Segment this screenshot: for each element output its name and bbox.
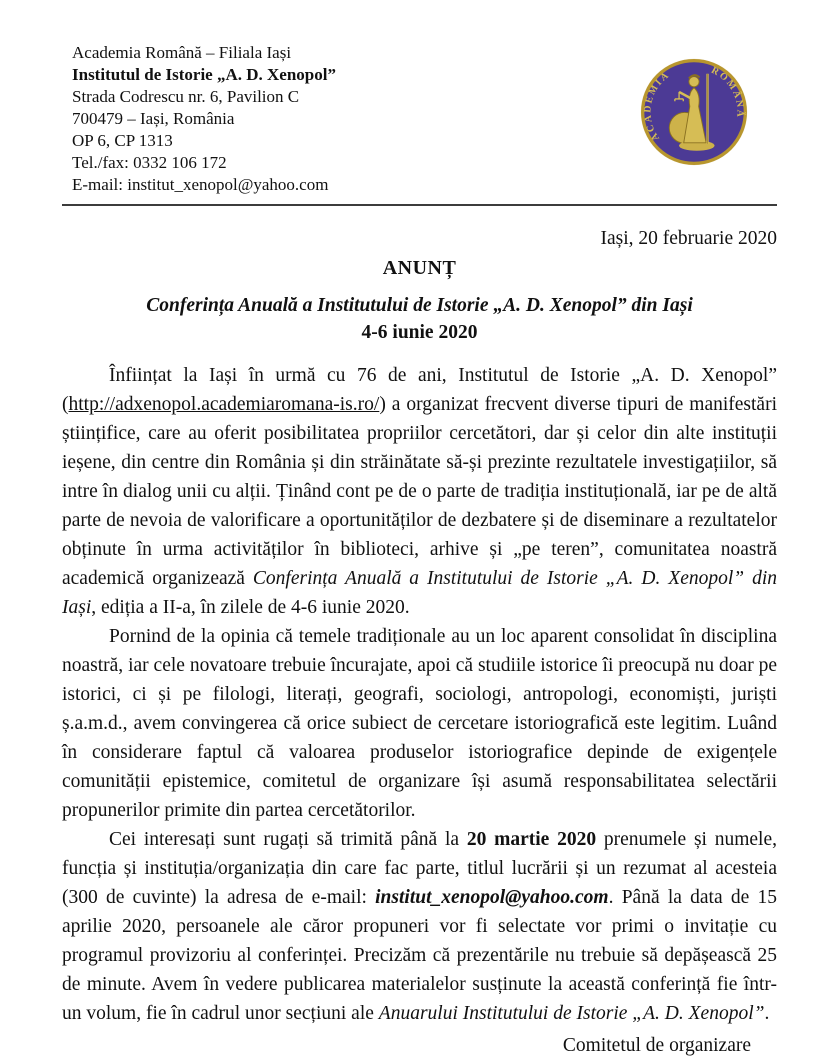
letterhead xyxy=(62,42,777,206)
letterhead-line-street: Strada Codrescu nr. 6, Pavilion C xyxy=(72,87,300,106)
conference-title: Conferința Anuală a Institutului de Istorie „A. D. Xenopol” din Iași xyxy=(146,295,693,316)
yearbook-name-italic: Anuarului Institutului de Istorie „A. D. Xenopol” xyxy=(378,1003,765,1024)
letterhead-line-institute: Institutul de Istorie „A. D. Xenopol” xyxy=(72,65,336,84)
text-segment: , ediția a II-a, în zilele de 4-6 iunie 2020. xyxy=(91,597,410,618)
text-segment: Înființat la Iași în urmă cu 76 de ani, Institutul de Istorie „A. D. Xenopol” ( xyxy=(62,365,777,415)
dateline: Iași, 20 februarie 2020 xyxy=(600,228,777,249)
announcement-heading: ANUNȚ xyxy=(382,257,457,279)
seal-text-academia: ACADEMIA xyxy=(642,69,673,143)
seal-text-romana: ROMÂNĂ xyxy=(709,64,746,120)
academia-romana-seal-logo xyxy=(638,56,750,168)
conference-dates: 4-6 iunie 2020 xyxy=(361,322,478,343)
letterhead-line-academy: Academia Română – Filiala Iași xyxy=(72,43,292,62)
text-segment: Cei interesați sunt rugați să trimită până la xyxy=(109,829,467,850)
letterhead-line-city: 700479 – Iași, România xyxy=(72,109,235,128)
letterhead-address-block xyxy=(62,42,336,196)
paragraph xyxy=(62,361,777,622)
conference-name-italic: Conferința Anuală a Institutului de Istorie „A. D. Xenopol” din Iași xyxy=(62,568,777,618)
letterhead-line-phone: Tel./fax: 0332 106 172 xyxy=(72,153,227,172)
text-segment: ) a organizat frecvent diverse tipuri de manifestări științifice, care au oferit posibilitatea propriilor cercetători, dar și celor din alte instituții ieșene, din centre din România și din străinătate să-și prezinte rezultatele investigațiilor, să intre în dialog unii cu alții. Ținând cont pe de o parte de tradiția instituțională, iar pe de altă parte de nevoia de valorificare a oportunităților de dezbatere și de diseminare a rezultatelor obținute în urma activităților în biblioteci, arhive și „pe teren”, comunitatea noastră academică organizează xyxy=(62,394,777,589)
paragraph xyxy=(62,825,777,1028)
body-text xyxy=(62,361,777,1028)
signature-line: Comitetul de organizare xyxy=(562,1035,751,1056)
text-segment: . Până la data de 15 aprilie 2020, persoanele ale căror propuneri vor fi selectate vor primi o invitație cu programul provizoriu al conferinței. Precizăm că prezentările nu trebuie să depășească 25 de minute. Avem în vedere publicarea materialelor susținute la această conferință fie într-un volum, fie în cadrul unor secțiuni ale xyxy=(62,887,777,1024)
submission-email: institut_xenopol@yahoo.com xyxy=(375,887,609,908)
text-segment: prenumele și numele, funcția și instituția/organizația din care fac parte, titlul lucrării și un rezumat al acesteia (300 de cuvinte) la adresa de e-mail: xyxy=(62,829,777,908)
paragraph xyxy=(62,622,777,825)
letterhead-line-email: E-mail: institut_xenopol@yahoo.com xyxy=(72,175,329,194)
text-segment: Pornind de la opinia că temele tradiționale au un loc aparent consolidat în disciplina noastră, iar cele novatoare trebuie încurajate, apoi că studiile istorice îi preocupă nu doar pe istorici, ci și pe filologi, literați, geografi, sociologi, antropologi, economiști, juriști ș.a.m.d., avem convingerea că orice subiect de cercetare istoriografică este legitim. Luând în considerare faptul că valoarea produselor istoriografice depinde de exigențele comunității epistemice, comitetul de organizare își asumă responsabilitatea selectării propunerilor primite din partea cercetătorilor. xyxy=(62,626,777,821)
website-link[interactable]: http://adxenopol.academiaromana-is.ro/ xyxy=(68,394,380,415)
deadline-date: 20 martie 2020 xyxy=(466,829,597,850)
text-segment: . xyxy=(764,1003,770,1024)
letterhead-line-po-box: OP 6, CP 1313 xyxy=(72,131,173,150)
